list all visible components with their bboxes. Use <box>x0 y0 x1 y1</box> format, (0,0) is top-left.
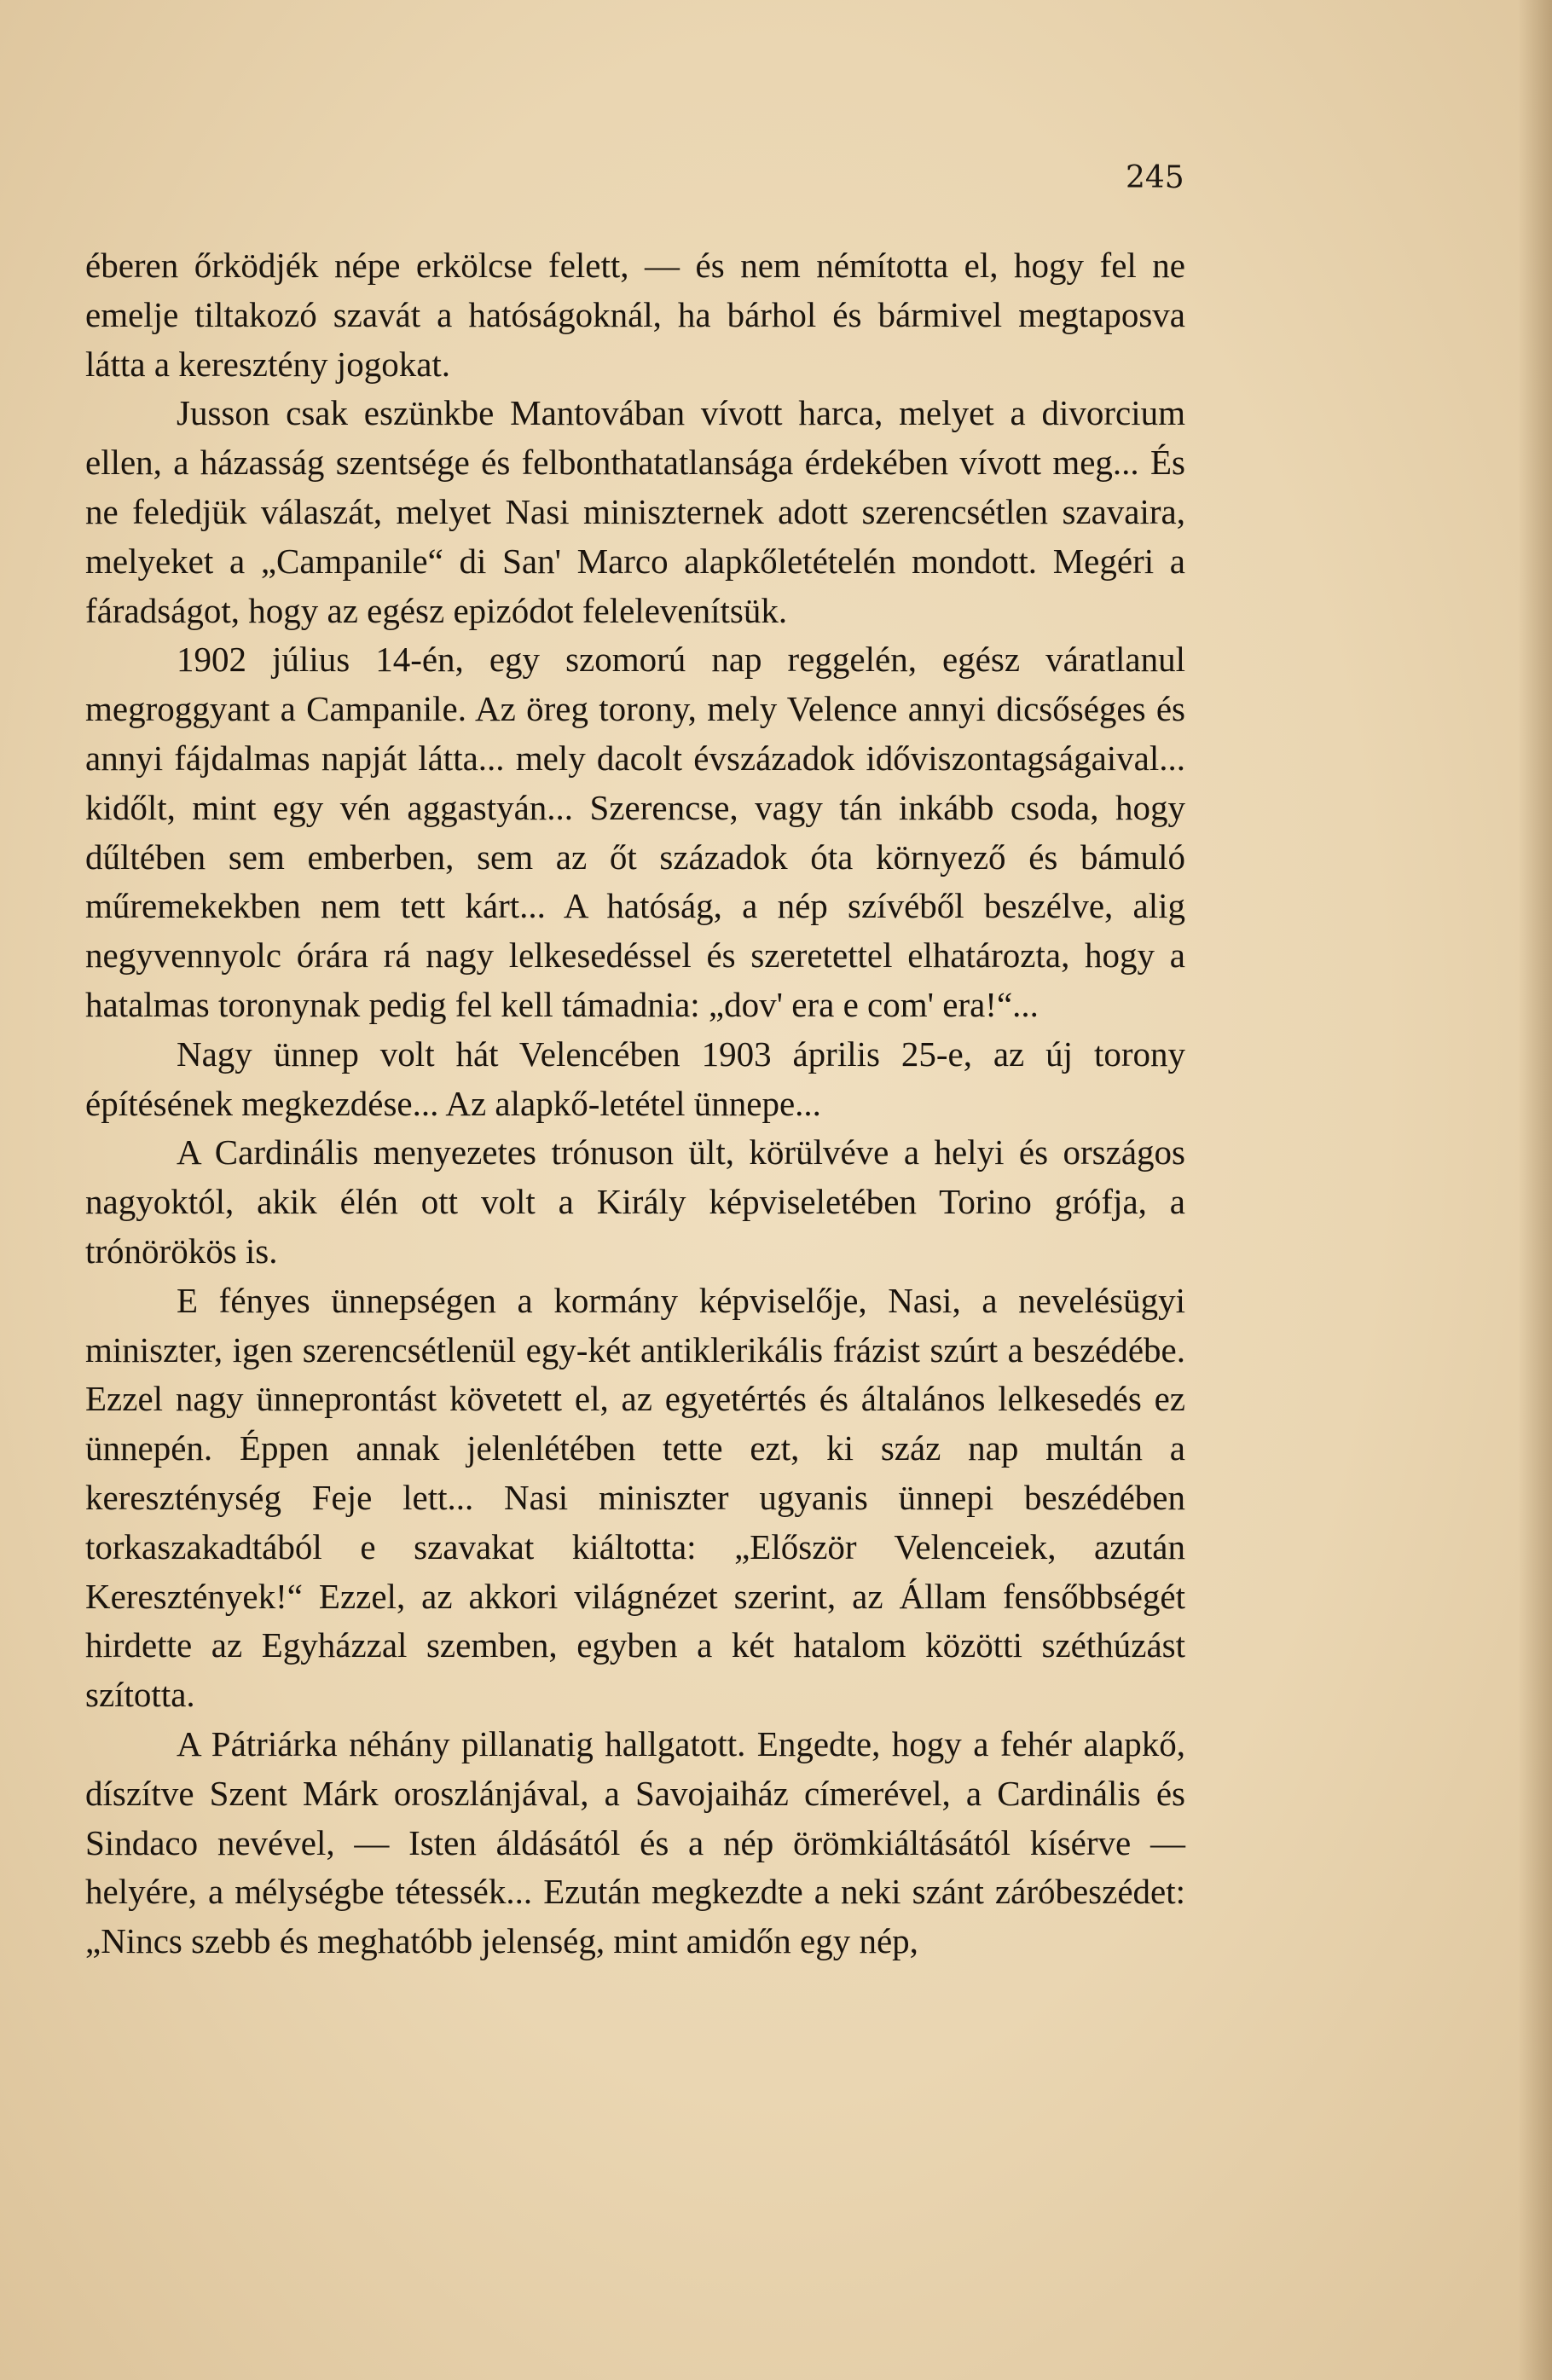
paragraph: Jusson csak eszünkbe Mantovában vívott harca, melyet a divorcium ellen, a házasság szentsége és felbonthatatlansága érdekében vívott meg... És ne feledjük válaszát, melyet Nasi miniszternek adott szerencsétlen szavaira, melyeket a „Campanile“ di San' Marco alapkőletételén mondott. Megéri a fáradságot, hogy az egész epizódot felelevenítsük. <box>85 393 1185 630</box>
paragraph: A Pátriárka néhány pillanatig hallgatott. Engedte, hogy a fehér alapkő, díszítve Szent Márk oroszlánjával, a Savojaiház címerével, a Cardinális és Sindaco nevével, — Isten áldásától és a nép örömkiáltásától kísérve — helyére, a mélységbe tétessék... Ezután megkezdte a neki szánt záróbeszédet: „Nincs szebb és meghatóbb jelenség, mint amidőn egy nép, <box>85 1723 1185 1961</box>
page-number: 245 <box>1126 160 1184 195</box>
paragraph: Nagy ünnep volt hát Velencében 1903 április 25-e, az új torony építésének megkezdése... Az alapkő-letétel ünnepe... <box>85 1034 1185 1123</box>
body-text <box>85 241 1185 1966</box>
paragraph-continuation: éberen őrködjék népe erkölcse felett, — és nem némította el, hogy fel ne emelje tiltakozó szavát a hatóságoknál, ha bárhol és bármivel megtaposva látta a keresztény jogokat. <box>85 246 1185 384</box>
paragraph: 1902 július 14-én, egy szomorú nap reggelén, egész váratlanul megroggyant a Campanile. Az öreg torony, mely Velence annyi dicsőséges és annyi fájdalmas napját látta... mely dacolt évszázadok időviszontagságaival... kidőlt, mint egy vén aggastyán... Szerencse, vagy tán inkább csoda, hogy dűltében sem emberben, sem az őt századok óta környező és bámuló műremekekben nem tett kárt... A hatóság, a nép szívéből beszélve, alig negyvennyolc órára rá nagy lelkesedéssel és szeretettel elhatározta, hogy a hatalmas toronynak pedig fel kell támadnia: „dov' era e com' era!“... <box>85 640 1185 1024</box>
paragraph: A Cardinális menyezetes trónuson ült, körülvéve a helyi és országos nagyoktól, akik élén ott volt a Király képviseletében Torino grófja, a trónörökös is. <box>85 1132 1185 1271</box>
paragraph: E fényes ünnepségen a kormány képviselője, Nasi, a nevelésügyi miniszter, igen szerencsétlenül egy-két antiklerikális frázist szúrt a beszédébe. Ezzel nagy ünneprontást követett el, az egyetértés és általános lelkesedés ez ünnepén. Éppen annak jelenlétében tette ezt, ki száz nap multán a kereszténység Feje lett... Nasi miniszter ugyanis ünnepi beszédében torkaszakadtából e szavakat kiáltotta: „Először Velenceiek, azután Keresztények!“ Ezzel, az akkori világnézet szerint, az Állam fensőbbségét hirdette az Egyházzal szemben, egyben a két hatalom közötti széthúzást szította. <box>85 1280 1185 1715</box>
